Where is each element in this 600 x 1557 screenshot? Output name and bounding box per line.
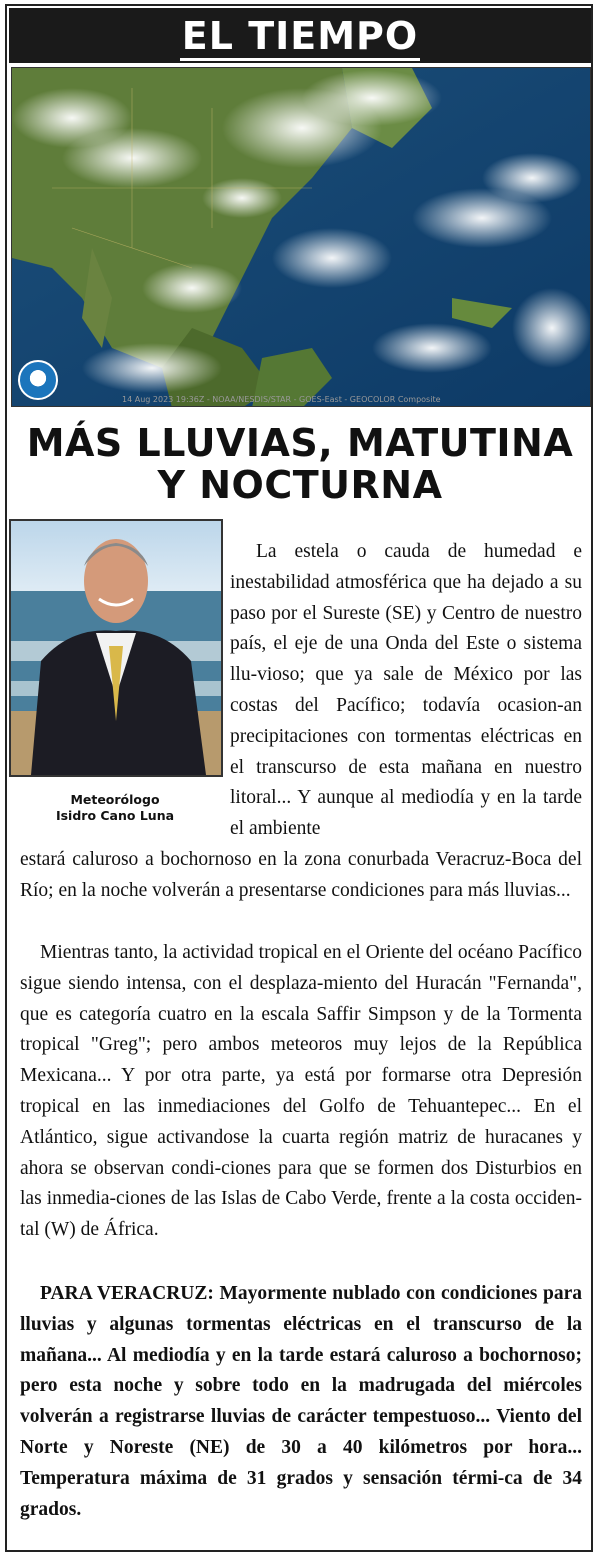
satellite-map — [12, 68, 591, 407]
author-photo — [9, 519, 223, 777]
paragraph-1-continued: estará caluroso a bochornoso en la zona conurbada Veracruz-Boca del Río; en la noche volverán a presentarse condiciones para más lluvias... — [20, 849, 582, 901]
satellite-image — [11, 67, 591, 407]
paragraph-1-wrapped: La estela o cauda de humedad e inestabilidad atmosférica que ha dejado a su paso por el Sureste (SE) y Centro de nuestro país, el eje de una Onda del Este o sistema llu-vioso; que ya sale de México por las costas del Pacífico; todavía ocasion-an precipitaciones con tormentas eléctricas en el transcurso de esta mañana en nuestro litoral... Y aunque al mediodía y en la tarde el ambiente — [230, 541, 582, 840]
forecast-paragraph: PARA VERACRUZ: Mayormente nublado con condiciones para lluvias y algunas tormentas eléctricas en el transcurso de la mañana... Al mediodía y en la tarde estará caluroso a bochornoso; pero esta noche y sobre todo en la madrugada del miércoles volverán a registrarse lluvias de carácter tempestuoso... Viento del Norte y Noreste (NE) de 30 a 40 kilómetros por hora... Temperatura máxima de 31 grados y sensación térmi-ca de 34 grados. — [20, 1283, 582, 1520]
satellite-caption: 14 Aug 2023 19:36Z - NOAA/NESDIS/STAR - GOES-East - GEOCOLOR Composite — [122, 395, 441, 404]
section-header — [9, 8, 591, 63]
section-title — [9, 14, 591, 58]
portrait-image — [11, 521, 221, 775]
photo-caption-name: Isidro Cano Luna — [55, 808, 175, 823]
headline-line-2: Y NOCTURNA — [157, 463, 443, 507]
headline-line-1: MÁS LLUVIAS, MATUTINA — [26, 421, 574, 465]
paragraph-2: Mientras tanto, la actividad tropical en el Oriente del océano Pacífico sigue siendo intensa, con el desplaza-miento del Huracán "Fernanda", que es categoría cuatro en la escala Saffir Simpson y de la Tormenta tropical "Greg"; pero ambos meteoros muy lejos de la República Mexicana... Y por otra parte, ya está por formarse otra Depresión tropical en las inmediaciones del Golfo de Tehuantepec... En el Atlántico, sigue activandose la cuarta región matriz de huracanes y ahora se observan condi-ciones para que se formen dos Disturbios en las inmedia-ciones de las Islas de Cabo Verde, frente a la costa occiden-tal (W) de África. — [20, 942, 582, 1241]
photo-caption-title: Meteorólogo — [70, 792, 160, 807]
section-title-text: EL TIEMPO — [180, 14, 420, 61]
noaa-logo-icon — [18, 360, 58, 400]
